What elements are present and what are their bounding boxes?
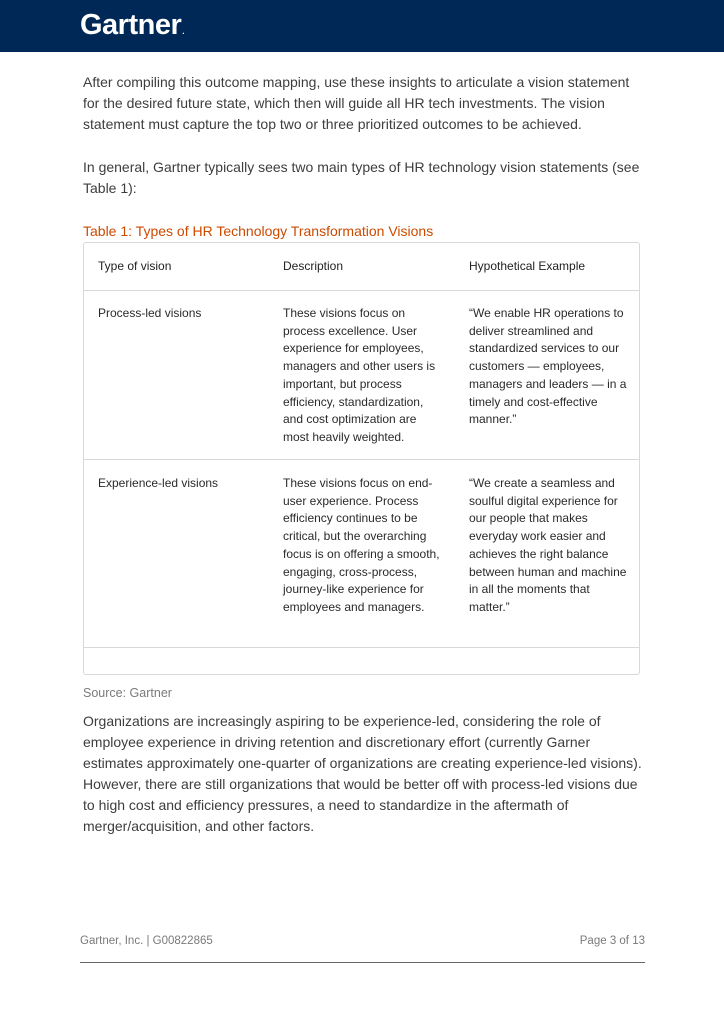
table-row: [84, 460, 639, 648]
logo-mark: .: [182, 27, 185, 36]
header-example: Hypothetical Example: [469, 259, 586, 273]
row-description: These visions focus on end-user experience. Process efficiency continues to be critical, but the overarching focus is on offering a smooth, engaging, cross-process, journey-like experience for employees and managers.: [283, 476, 440, 614]
footer-page-number: Page 3 of 13: [579, 935, 645, 947]
row-example: “We create a seamless and soulful digital experience for our people that makes everyday work easier and achieves the right balance between human and machine in all the moments that matter.”: [469, 476, 627, 614]
gartner-logo: [80, 7, 185, 50]
footer-divider: [80, 962, 645, 963]
row-type: Experience-led visions: [98, 476, 219, 490]
table-source: Source: Gartner: [83, 686, 172, 700]
table-caption: Table 1: Types of HR Technology Transformation Visions: [83, 223, 434, 239]
header-description: Description: [283, 259, 344, 273]
table-row: [84, 290, 639, 460]
paragraph-vision-statement: After compiling this outcome mapping, use these insights to articulate a vision statement for the desired future state, which then will guide all HR tech investments. The vision statement must capture the top two or three prioritized outcomes to be achieved.: [83, 74, 630, 132]
page-header: [0, 0, 724, 52]
paragraph-experience-led: Organizations are increasingly aspiring to be experience-led, considering the role of employee experience in driving retention and discretionary effort (currently Garner estimates approximately one-quarter of organizations are creating experience-led visions). However, there are still organizations that would be better off with process-led visions due to high cost and efficiency pressures, a need to standardize in the aftermath of merger/acquisition, and other factors.: [83, 713, 642, 834]
table-header-row: [84, 243, 639, 291]
row-description: These visions focus on process excellence. User experience for employees, managers and other users is important, but process efficiency, standardization, and cost optimization are most heavily weighted.: [283, 306, 436, 444]
row-example: “We enable HR operations to deliver streamlined and standardized services to our customers — employees, managers and leaders — in a timely and cost-effective manner.”: [469, 306, 627, 427]
logo-text: Gartner: [80, 9, 182, 41]
paragraph-vision-types: In general, Gartner typically sees two main types of HR technology vision statements (see Table 1):: [83, 159, 640, 196]
row-type: Process-led visions: [98, 306, 202, 320]
header-type: Type of vision: [98, 259, 172, 273]
vision-types-table: [83, 242, 640, 675]
footer-document-id: Gartner, Inc. | G00822865: [80, 935, 213, 947]
